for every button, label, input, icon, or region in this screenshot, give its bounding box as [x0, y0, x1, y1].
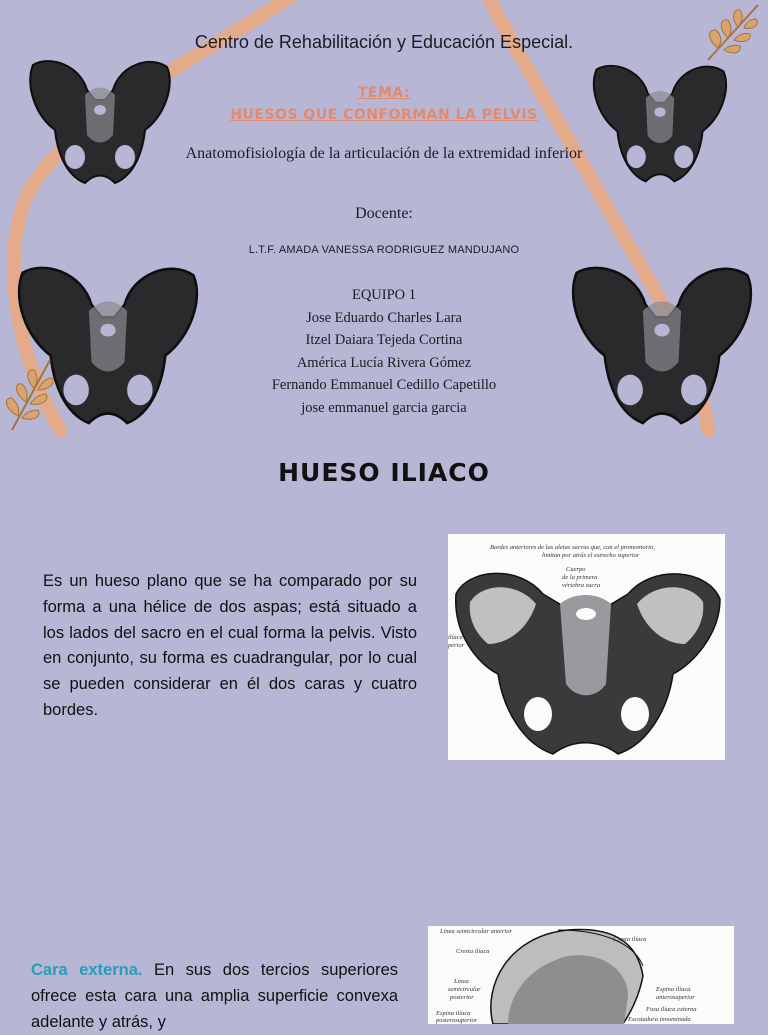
team-label: EQUIPO 1	[351, 287, 417, 303]
figure-caption: Fosa ilíaca externa	[646, 1006, 697, 1013]
team-member: Fernando Emmanuel Cedillo Capetillo	[271, 377, 497, 394]
team-member: América Lucía Rivera Gómez	[296, 354, 472, 371]
teacher-name: L.T.F. AMADA VANESSA RODRIGUEZ MANDUJANO	[248, 244, 520, 256]
figure-caption: semicircular	[448, 986, 481, 993]
topic-title: HUESOS QUE CONFORMAN LA PELVIS	[230, 107, 538, 123]
figure-caption: Línea semicircular anterior	[440, 928, 512, 935]
team-member: Jose Eduardo Charles Lara	[306, 309, 462, 326]
figure-caption: Espina ilíaca	[656, 986, 691, 993]
paragraph-external-face	[31, 958, 398, 1035]
pelvis-anatomy-figure	[448, 534, 725, 760]
subject-title: Anatomofisiología de la articulación de la extremidad inferior	[185, 145, 583, 162]
figure-caption: Cresta ilíaca	[613, 936, 647, 943]
figure-caption: vértebra sacra	[562, 582, 601, 589]
topic-label: TEMA:	[357, 85, 411, 101]
figure-caption: perior	[448, 642, 465, 649]
figure-caption: ilíaca	[448, 634, 463, 641]
teacher-label: Docente:	[355, 205, 413, 222]
pelvis-drawing	[448, 534, 725, 760]
team-member: Itzel Daiara Tejeda Cortina	[305, 332, 463, 349]
figure-caption: anterosuperior	[656, 994, 695, 1001]
figure-caption: Línea	[454, 978, 469, 985]
iliac-bone-figure	[428, 926, 734, 1024]
figure-caption: Escotadura innominada	[628, 1016, 691, 1023]
figure-caption: Espina ilíaca	[436, 1010, 471, 1017]
team-list	[0, 284, 768, 420]
topic-heading	[0, 82, 768, 126]
figure-caption: de la primera	[562, 574, 598, 581]
paragraph-text: En sus dos tercios superiores ofrece esta cara una amplia superficie convexa adelante y atrás, y	[31, 961, 398, 1031]
figure-caption: Bordes anteriores de las aletas sacras que, con el promontorio,	[490, 544, 655, 551]
figure-caption: Cuerpo	[566, 566, 586, 573]
figure-caption: posterosuperior	[436, 1017, 478, 1024]
figure-caption: posterior	[450, 994, 474, 1001]
figure-caption: limitan por atrás el estrecho superior	[542, 552, 640, 559]
institution-name: Centro de Rehabilitación y Educación Especial.	[194, 32, 574, 52]
team-member: jose emmanuel garcia garcia	[301, 399, 467, 416]
figure-caption: 2	[623, 672, 627, 681]
paragraph-description: Es un hueso plano que se ha comparado por su forma a una hélice de dos aspas; está situado a los lados del sacro en el cual forma la pelvis. Visto en conjunto, su forma es cuadrangular, por lo cual se pueden considerar en él dos caras y cuatro bordes.	[43, 572, 417, 719]
figure-caption: 2	[543, 662, 547, 671]
section-title: HUESO ILIACO	[278, 458, 490, 487]
figure-caption: Cresta ilíaca	[456, 948, 490, 955]
highlight-term: Cara externa.	[31, 961, 143, 979]
